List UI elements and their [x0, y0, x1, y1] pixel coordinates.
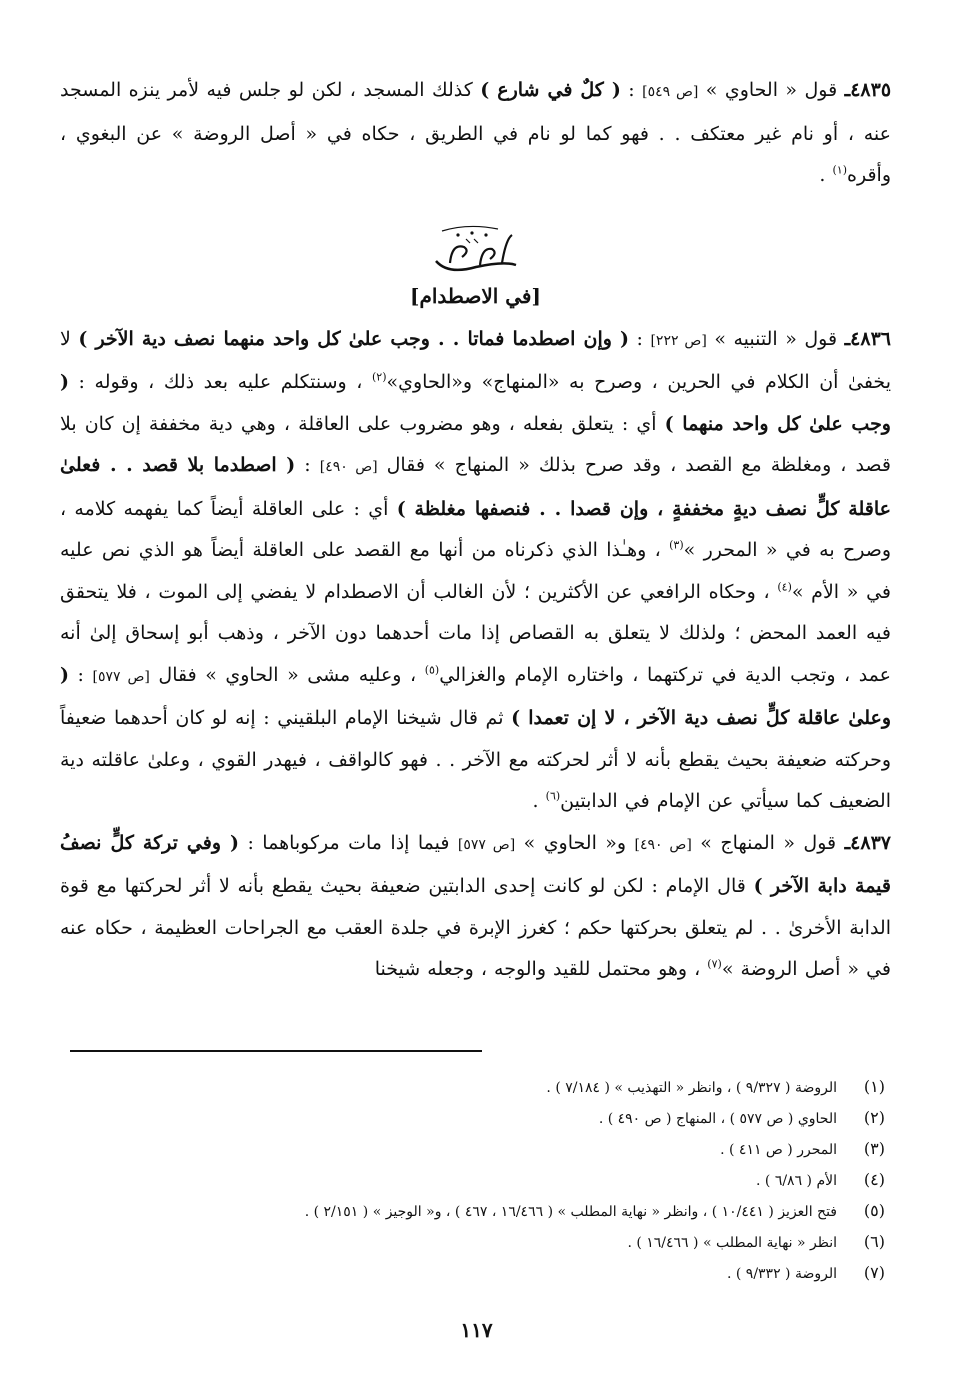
footnote-item [60, 1103, 885, 1134]
footnote-item [60, 1196, 885, 1227]
page-reference: [ص ٥٧٧] [457, 836, 516, 853]
page-reference: [ص ٤٩٠] [634, 836, 692, 853]
page-reference: [ص ٢٢٢] [650, 332, 707, 349]
page-reference: [ص ٤٩٠] [319, 459, 378, 475]
footnote-text: انظر « نهاية المطلب » ( ١٦/٤٦٦ ) . [627, 1235, 837, 1251]
footnote-marker: (١) [832, 163, 848, 177]
footnote-marker: (٧) [707, 957, 722, 971]
quoted-text: ( اصطدما بلا قصد . . فعلىٰ عاقلة كلٍّ نصف ديةٍ مخففةٍ ، وإن قصدا . . فنصفها مغلظة ) [60, 454, 891, 520]
footnote-text: الروضة ( ٩/٣٢٧ ) ، وانظر « التهذيب » ( ٧/١٨٤ ) . [546, 1080, 837, 1096]
footnotes-list [60, 1072, 885, 1289]
quoted-text: ( وعلىٰ عاقلة كلٍّ نصف دية الآخر ، لا إن تعمدا ) [60, 663, 891, 729]
entry-number: ٤٨٣٥ـ [844, 79, 892, 101]
footnote-marker: (٥) [424, 663, 440, 677]
footnote-number: (٦) [863, 1232, 885, 1251]
footnote-text: المحرر ( ص ٤١١ ) . [720, 1142, 837, 1158]
footnote-marker: (٣) [669, 538, 684, 552]
footnote-text: الحاوي ( ص ٥٧٧ ) ، المنهاج ( ص ٤٩٠ ) . [598, 1111, 837, 1127]
page-reference: [ص ٥٧٧] [92, 668, 150, 685]
fasl-calligraphy-icon [428, 221, 524, 279]
quoted-text: ( وإن اصطدما فماتا . . وجب علىٰ كل واحد منهما نصف دية الآخر ) [78, 327, 629, 350]
page-reference: [ص ٥٤٩] [642, 84, 699, 100]
footnote-item [60, 1258, 885, 1289]
entry-number: ٤٨٣٧ـ [844, 831, 891, 854]
section-title: [في الاصطدام] [410, 283, 541, 308]
footnote-number: (٢) [863, 1108, 885, 1127]
footnote-marker: (٤) [777, 580, 792, 594]
page-number: ١١٧ [460, 1318, 493, 1342]
entry-4835: ٤٨٣٥ـ قول « الحاوي » [ص ٥٤٩] : ( كلٌ في شارع ) كذلك المسجد ، لكن لو جلس فيه لأمر ينزه المسجد عنه ، أو نام غير معتكف . . فهو كما لو نام في الطريق ، حكاه في « أصل الروضة » عن البغوي ، وأقره$^{(١)}$ . [60, 79, 892, 186]
quoted-text: ( كلٌ في شارع ) [480, 79, 621, 101]
footnote-item [60, 1134, 885, 1165]
footnote-text: الأم ( ٦/٨٦ ) . [756, 1173, 837, 1189]
footnote-item [60, 1227, 885, 1258]
footnote-separator [70, 1050, 482, 1052]
entry-4837: ٤٨٣٧ـ قول « المنهاج » [ص ٤٩٠] و« الحاوي » [ص ٥٧٧] فيما إذا مات مركوباهما : ( وفي تركة كلٍّ نصفُ قيمة دابة الآخر ) قال الإمام : لكن لو كانت إحدى الدابتين ضعيفة بحيث يقطع بأنه لا أثر لحركتها مع قوة الدابة الأخرىٰ . . لم يتعلق بحركتها حكم ؛ كغرز الإبرة في جلدة العقب مع الجراحات العظيمة ، حكاه عنه في « أصل الروضة »$^{(٧)}$ ، وهو محتمل للقيد والوجه ، وجعله شيخنا [60, 831, 891, 980]
footnote-number: (٤) [863, 1170, 885, 1189]
footnote-item [60, 1165, 885, 1196]
footnote-text: الروضة ( ٩/٣٣٢ ) . [726, 1266, 837, 1282]
section-ornament [60, 221, 891, 281]
footnote-marker: (٢) [371, 370, 387, 384]
quoted-text: ( وجب علىٰ كل واحد منهما ) [60, 371, 891, 435]
entry-4836: ٤٨٣٦ـ قول « التنبيه » [ص ٢٢٢] : ( وإن اصطدما فماتا . . وجب علىٰ كل واحد منهما نصف دية الآخر ) لا يخفىٰ أن الكلام في الحرين ، وصرح به «المنهاج» و«الحاوي»$^{(٢)}$ ، وسنتكلم عليه بعد ذلك ، وقوله : ( وجب علىٰ كل واحد منهما ) أي : يتعلق بفعله ، وهو مضروب على العاقلة ، وهي دية مخففة إن كان بلا قصد ، ومغلظة مع القصد ، وقد صرح بذلك « المنهاج » فقال [ص ٤٩٠] : ( اصطدما بلا قصد . . فعلىٰ عاقلة كلٍّ نصف ديةٍ مخففةٍ ، وإن قصدا . . فنصفها مغلظة ) أي : على العاقلة أيضاً كما يفهمه كلامه ، وصرح به في « المحرر »$^{(٣)}$ ، وهـٰذا الذي ذكرناه من أنها مع القصد على العاقلة أيضاً هو الذي نص عليه في « الأم »$^{(٤)}$ ، وحكاه الرافعي عن الأكثرين ؛ لأن الغالب أن الاصطدام لا يفضي إلى الموت ، فلا يتحقق فيه العمد المحض ؛ ولذلك لا يتعلق به القصاص إذا مات أحدهما دون الآخر ، وذهب أبو إسحاق إلىٰ أنه عمد ، وتجب الدية في تركتهما ، واختاره الإمام والغزالي$^{(٥)}$ ، وعليه مشى « الحاوي » فقال [ص ٥٧٧] : ( وعلىٰ عاقلة كلٍّ نصف دية الآخر ، لا إن تعمدا ) ثم قال شيخنا الإمام البلقيني : إنه لو كان أحدهما ضعيفاً وحركته ضعيفة بحيث يقطع بأنه لا أثر لحركته مع الآخر . . فهو كالواقف ، فيهدر القوي ، وعلىٰ عاقلته دية الضعيف كما سيأتي عن الإمام في الدابتين$^{(٦)}$ . [60, 327, 892, 812]
footnote-number: (١) [863, 1077, 885, 1096]
footnote-text: فتح العزيز ( ١٠/٤٤١ ) ، وانظر « نهاية المطلب » ( ١٦/٤٦٦ ، ٤٦٧ ) ، و« الوجيز » ( ٢/١٥١ ) . [304, 1204, 837, 1220]
footnote-number: (٥) [863, 1201, 885, 1220]
page-body [60, 70, 891, 991]
footnote-number: (٣) [863, 1139, 885, 1158]
footnote-item [60, 1072, 885, 1103]
quoted-text: ( وفي تركة كلٍّ نصفُ قيمة دابة الآخر ) [60, 831, 891, 897]
footnote-marker: (٦) [545, 789, 561, 803]
footnote-number: (٧) [863, 1263, 885, 1282]
entry-number: ٤٨٣٦ـ [844, 327, 891, 350]
